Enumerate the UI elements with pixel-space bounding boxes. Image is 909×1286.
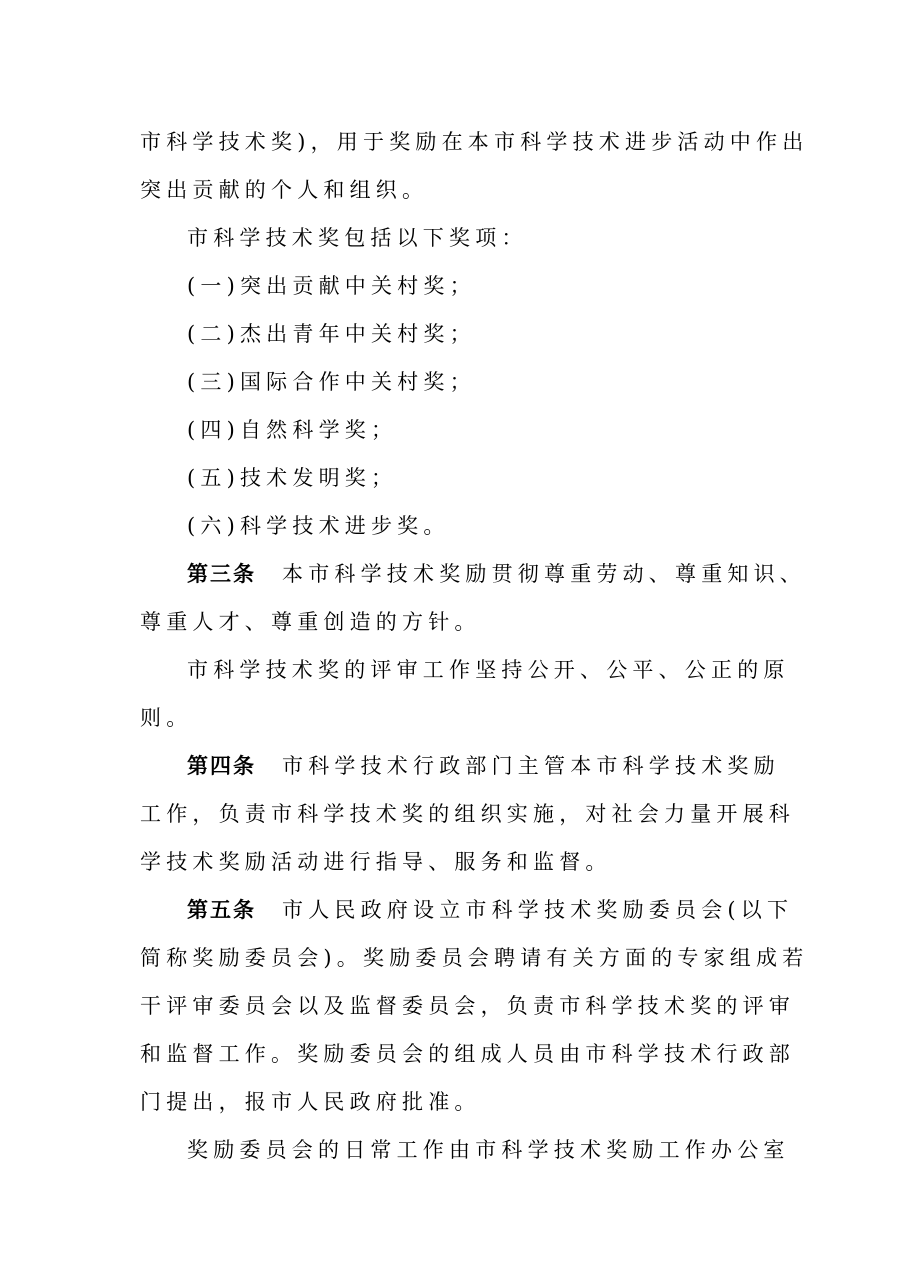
article-title: 第五条 [187,898,256,922]
article-5-line [140,886,794,934]
list-item: (六)科学技术进步奖。 [187,514,450,538]
text-line: 和监督工作。奖励委员会的组成人员由市科学技术行政部 [140,1042,795,1066]
text-line: 市科学技术奖)，用于奖励在本市科学技术进步活动中作出 [140,130,809,154]
article-4-line [140,742,780,790]
list-item: (三)国际合作中关村奖； [187,370,476,394]
text-line: 市科学技术奖包括以下奖项： [187,226,528,250]
text-line: 突出贡献的个人和组织。 [140,178,429,202]
text-line: 市科学技术奖的评审工作坚持公开、公平、公正的原 [187,658,790,682]
article-title: 第三条 [187,562,256,586]
article-title: 第四条 [187,754,256,778]
list-item: (二)杰出青年中关村奖； [187,322,476,346]
list-item: (五)技术发明奖； [187,466,398,490]
list-item: (一)突出贡献中关村奖； [187,274,476,298]
text-line: 简称奖励委员会)。奖励委员会聘请有关方面的专家组成若 [140,946,809,970]
article-text: 市人民政府设立市科学技术奖励委员会(以下 [282,898,794,922]
list-item: (四)自然科学奖； [187,418,398,442]
document-body [140,118,809,1174]
article-text: 市科学技术行政部门主管本市科学技术奖励 [282,754,780,778]
article-3-line [140,550,806,598]
article-text: 本市科学技术奖励贯彻尊重劳动、尊重知识、 [282,562,806,586]
text-line: 门提出，报市人民政府批准。 [140,1090,481,1114]
text-line: 尊重人才、尊重创造的方针。 [140,610,481,634]
text-line: 奖励委员会的日常工作由市科学技术奖励工作办公室 [187,1138,790,1162]
text-line: 则。 [140,706,193,730]
text-line: 学技术奖励活动进行指导、服务和监督。 [140,850,612,874]
text-line: 工作，负责市科学技术奖的组织实施，对社会力量开展科 [140,802,795,826]
text-line: 干评审委员会以及监督委员会，负责市科学技术奖的评审 [140,994,795,1018]
